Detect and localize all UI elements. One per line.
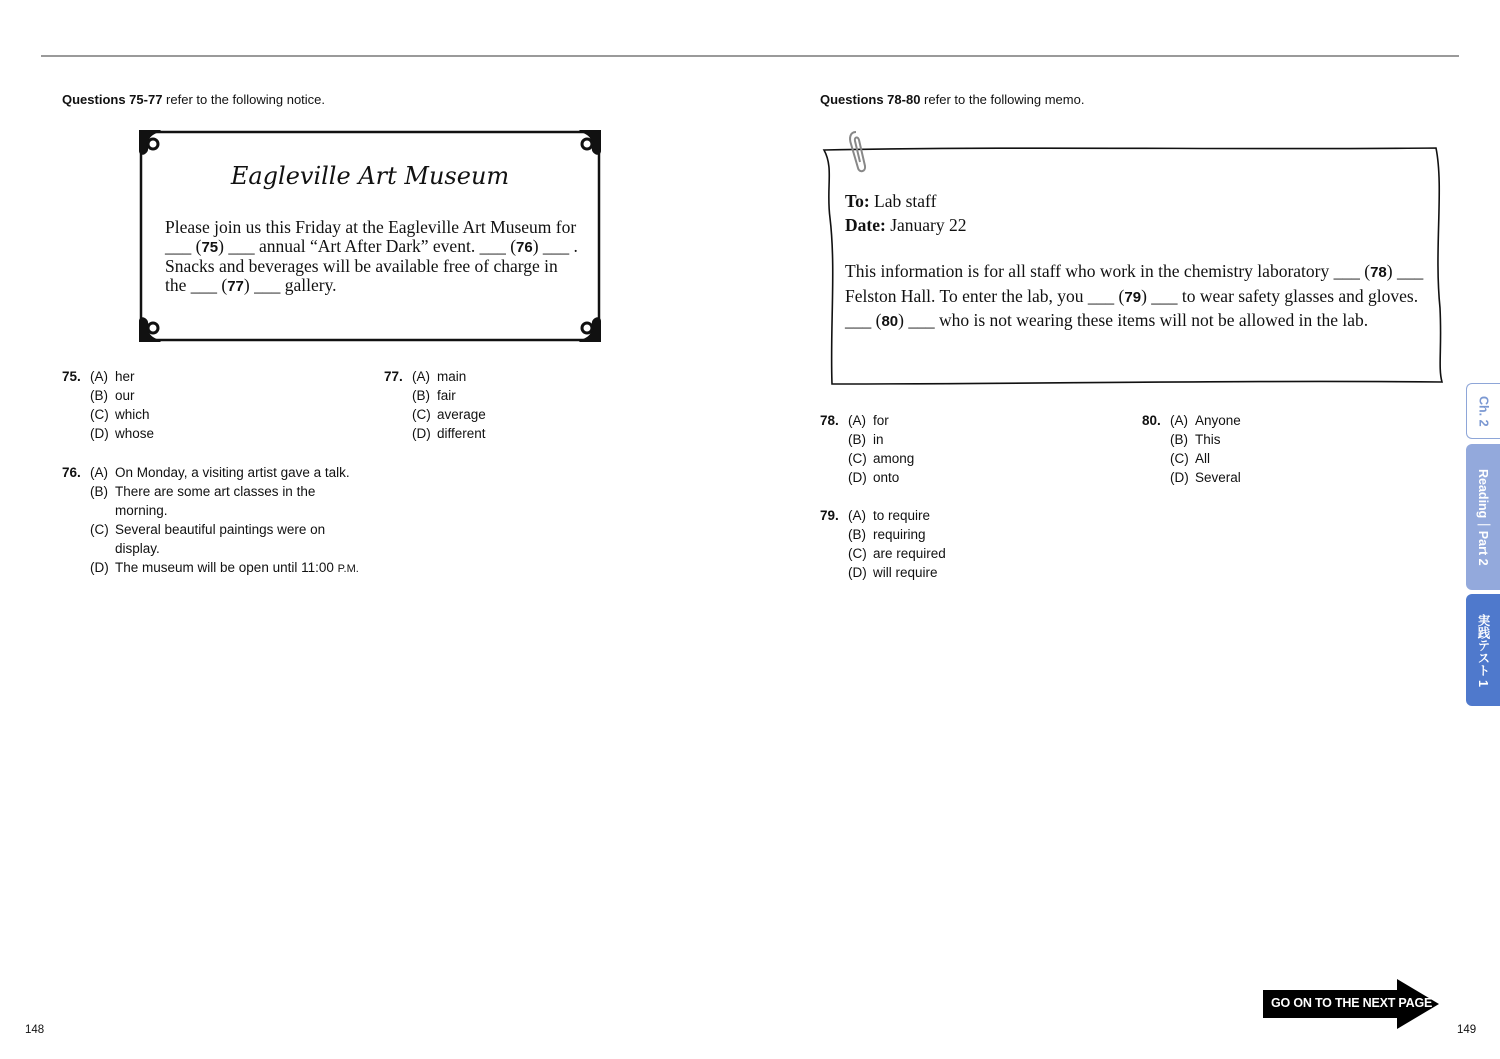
notice-line — [165, 257, 585, 276]
option-text: Several — [1195, 470, 1241, 485]
option-letter: (A) — [1170, 413, 1188, 428]
option-letter: (C) — [90, 407, 109, 422]
memo-text: ) ___ to wear safety glasses and gloves. — [1141, 285, 1419, 306]
memo-line — [845, 309, 1425, 334]
option-letter: (D) — [848, 470, 867, 485]
option-letter: (D) — [848, 565, 867, 580]
option-text: Several beautiful paintings were on — [115, 522, 326, 537]
option-text: our — [115, 388, 135, 403]
questions-78-80-intro — [820, 92, 1084, 107]
option-letter: (A) — [848, 413, 866, 428]
answer-option[interactable] — [848, 525, 946, 544]
blank-number: 78 — [1370, 264, 1387, 281]
tab-chapter-2[interactable] — [1466, 383, 1500, 439]
memo-text: ) ___ — [1386, 261, 1424, 281]
option-letter: (B) — [90, 484, 108, 499]
option-text: The museum will be open until 11:00 — [115, 560, 338, 575]
memo-line — [845, 285, 1425, 310]
question-number: 75. — [62, 369, 81, 384]
option-text-continued: display. — [115, 541, 160, 556]
page-number-left: 148 — [25, 1024, 45, 1036]
answer-option[interactable] — [1170, 468, 1241, 487]
answer-option[interactable] — [90, 405, 154, 424]
option-text: This — [1195, 432, 1221, 447]
option-text: requiring — [873, 527, 926, 542]
option-text: onto — [873, 470, 900, 485]
answer-option[interactable] — [90, 386, 154, 405]
option-text: will require — [873, 565, 938, 580]
blank-number: 75 — [201, 239, 219, 256]
option-text: in — [873, 432, 884, 447]
answer-option[interactable] — [90, 520, 410, 558]
memo-text: ) ___ who is not wearing these items will not be allowed in the lab. — [898, 310, 1369, 330]
notice-text: ) ___ . — [532, 236, 578, 256]
page-number-right: 149 — [1457, 1024, 1477, 1036]
option-letter: (A) — [848, 508, 866, 523]
option-text: average — [437, 407, 486, 422]
answer-option[interactable] — [412, 386, 486, 405]
notice-text: ) ___ gallery. — [243, 275, 337, 295]
option-letter: (C) — [848, 546, 867, 561]
memo-to — [845, 191, 936, 212]
option-letter: (C) — [848, 451, 867, 466]
notice-title: Eagleville Art Museum — [230, 162, 510, 190]
option-text: her — [115, 369, 135, 384]
paperclip-icon — [844, 128, 874, 178]
option-text: main — [437, 369, 467, 384]
option-letter: (C) — [90, 522, 109, 537]
memo-body — [845, 260, 1425, 334]
option-letter: (C) — [412, 407, 431, 422]
memo-text: ___ ( — [845, 310, 882, 330]
question-number: 77. — [384, 369, 403, 384]
option-letter: (B) — [848, 527, 866, 542]
answer-option[interactable] — [90, 482, 410, 520]
answer-option[interactable] — [848, 411, 914, 430]
notice-line — [165, 218, 585, 237]
tab-practice-test-1[interactable] — [1466, 594, 1500, 706]
notice-line — [165, 276, 585, 296]
intro-rest: refer to the following memo. — [920, 92, 1085, 107]
answer-option[interactable] — [848, 544, 946, 563]
memo-text: This information is for all staff who work in the chemistry laboratory ___ ( — [845, 261, 1371, 281]
memo-line — [845, 260, 1425, 285]
answer-option[interactable] — [90, 424, 154, 443]
notice-body — [165, 218, 585, 296]
option-text-pm: P.M. — [337, 563, 359, 575]
answer-option[interactable] — [1170, 411, 1241, 430]
notice-text: Snacks and beverages will be available free of charge in — [165, 256, 558, 276]
answer-option[interactable] — [412, 405, 486, 424]
answer-option[interactable] — [90, 558, 410, 579]
blank-number: 76 — [516, 239, 533, 256]
option-letter: (C) — [1170, 451, 1189, 466]
intro-rest: refer to the following notice. — [162, 92, 326, 107]
answer-option[interactable] — [412, 367, 486, 386]
next-page-label: GO ON TO THE NEXT PAGE — [1271, 996, 1433, 1010]
answer-option[interactable] — [848, 563, 946, 582]
notice-text: the ___ ( — [165, 275, 228, 295]
answer-option[interactable] — [412, 424, 486, 443]
answer-option[interactable] — [1170, 430, 1241, 449]
memo-text: Felston Hall. To enter the lab, you ___ ( — [845, 285, 1125, 306]
notice-text: ) ___ annual “Art After Dark” event. ___ ( — [218, 236, 517, 256]
option-letter: (B) — [848, 432, 866, 447]
lab-memo — [822, 128, 1448, 390]
option-text: On Monday, a visiting artist gave a talk. — [115, 465, 350, 480]
tab-label: Reading｜Part 2 — [1476, 468, 1490, 566]
option-letter: (B) — [90, 388, 108, 403]
blank-number: 79 — [1124, 288, 1142, 306]
date-label: Date: — [845, 215, 886, 235]
option-letter: (D) — [90, 426, 109, 441]
answer-option[interactable] — [848, 468, 914, 487]
option-text: whose — [115, 426, 155, 441]
option-text: for — [873, 413, 889, 428]
option-text: different — [437, 426, 486, 441]
question-number: 79. — [820, 508, 839, 523]
option-letter: (B) — [412, 388, 430, 403]
option-letter: (A) — [412, 369, 430, 384]
answer-option[interactable] — [90, 367, 154, 386]
answer-option[interactable] — [1170, 449, 1241, 468]
art-museum-notice — [139, 130, 601, 342]
option-text: All — [1195, 451, 1211, 466]
option-text: among — [873, 451, 915, 466]
date-value: January 22 — [885, 215, 967, 235]
option-letter: (A) — [90, 369, 108, 384]
next-page-button[interactable] — [1263, 979, 1439, 1029]
option-text: There are some art classes in the — [115, 484, 316, 499]
tab-reading-part-2[interactable] — [1466, 444, 1500, 590]
intro-bold: Questions 75-77 — [62, 92, 163, 107]
memo-date — [845, 215, 967, 236]
option-letter: (D) — [412, 426, 431, 441]
option-letter: (A) — [90, 465, 108, 480]
option-text: fair — [437, 388, 456, 403]
question-number: 80. — [1142, 413, 1161, 428]
option-text-continued: morning. — [115, 503, 168, 518]
question-number: 76. — [62, 465, 81, 480]
header-rule — [41, 55, 1459, 57]
question-number: 78. — [820, 413, 839, 428]
tab-label: Ch. 2 — [1476, 395, 1491, 427]
intro-bold: Questions 78-80 — [820, 92, 921, 107]
memo-paper — [822, 128, 1448, 390]
tab-label: 実践テスト 1 — [1476, 613, 1490, 687]
to-value: Lab staff — [869, 191, 937, 211]
answer-option[interactable] — [848, 430, 914, 449]
questions-75-77-intro — [62, 92, 325, 107]
answer-option[interactable] — [848, 506, 946, 525]
option-text: are required — [873, 546, 946, 561]
option-text: to require — [873, 508, 931, 523]
option-letter: (D) — [90, 560, 109, 575]
option-letter: (B) — [1170, 432, 1188, 447]
answer-option[interactable] — [848, 449, 914, 468]
notice-text: ___ ( — [165, 236, 202, 256]
notice-text: Please join us this Friday at the Eagleville Art Museum for — [165, 217, 577, 237]
option-text: Anyone — [1195, 413, 1241, 428]
option-letter: (D) — [1170, 470, 1189, 485]
blank-number: 77 — [227, 278, 244, 295]
option-text: which — [115, 407, 150, 422]
answer-option[interactable] — [90, 463, 410, 482]
to-label: To: — [845, 191, 870, 211]
notice-line — [165, 237, 585, 257]
blank-number: 80 — [881, 313, 899, 330]
